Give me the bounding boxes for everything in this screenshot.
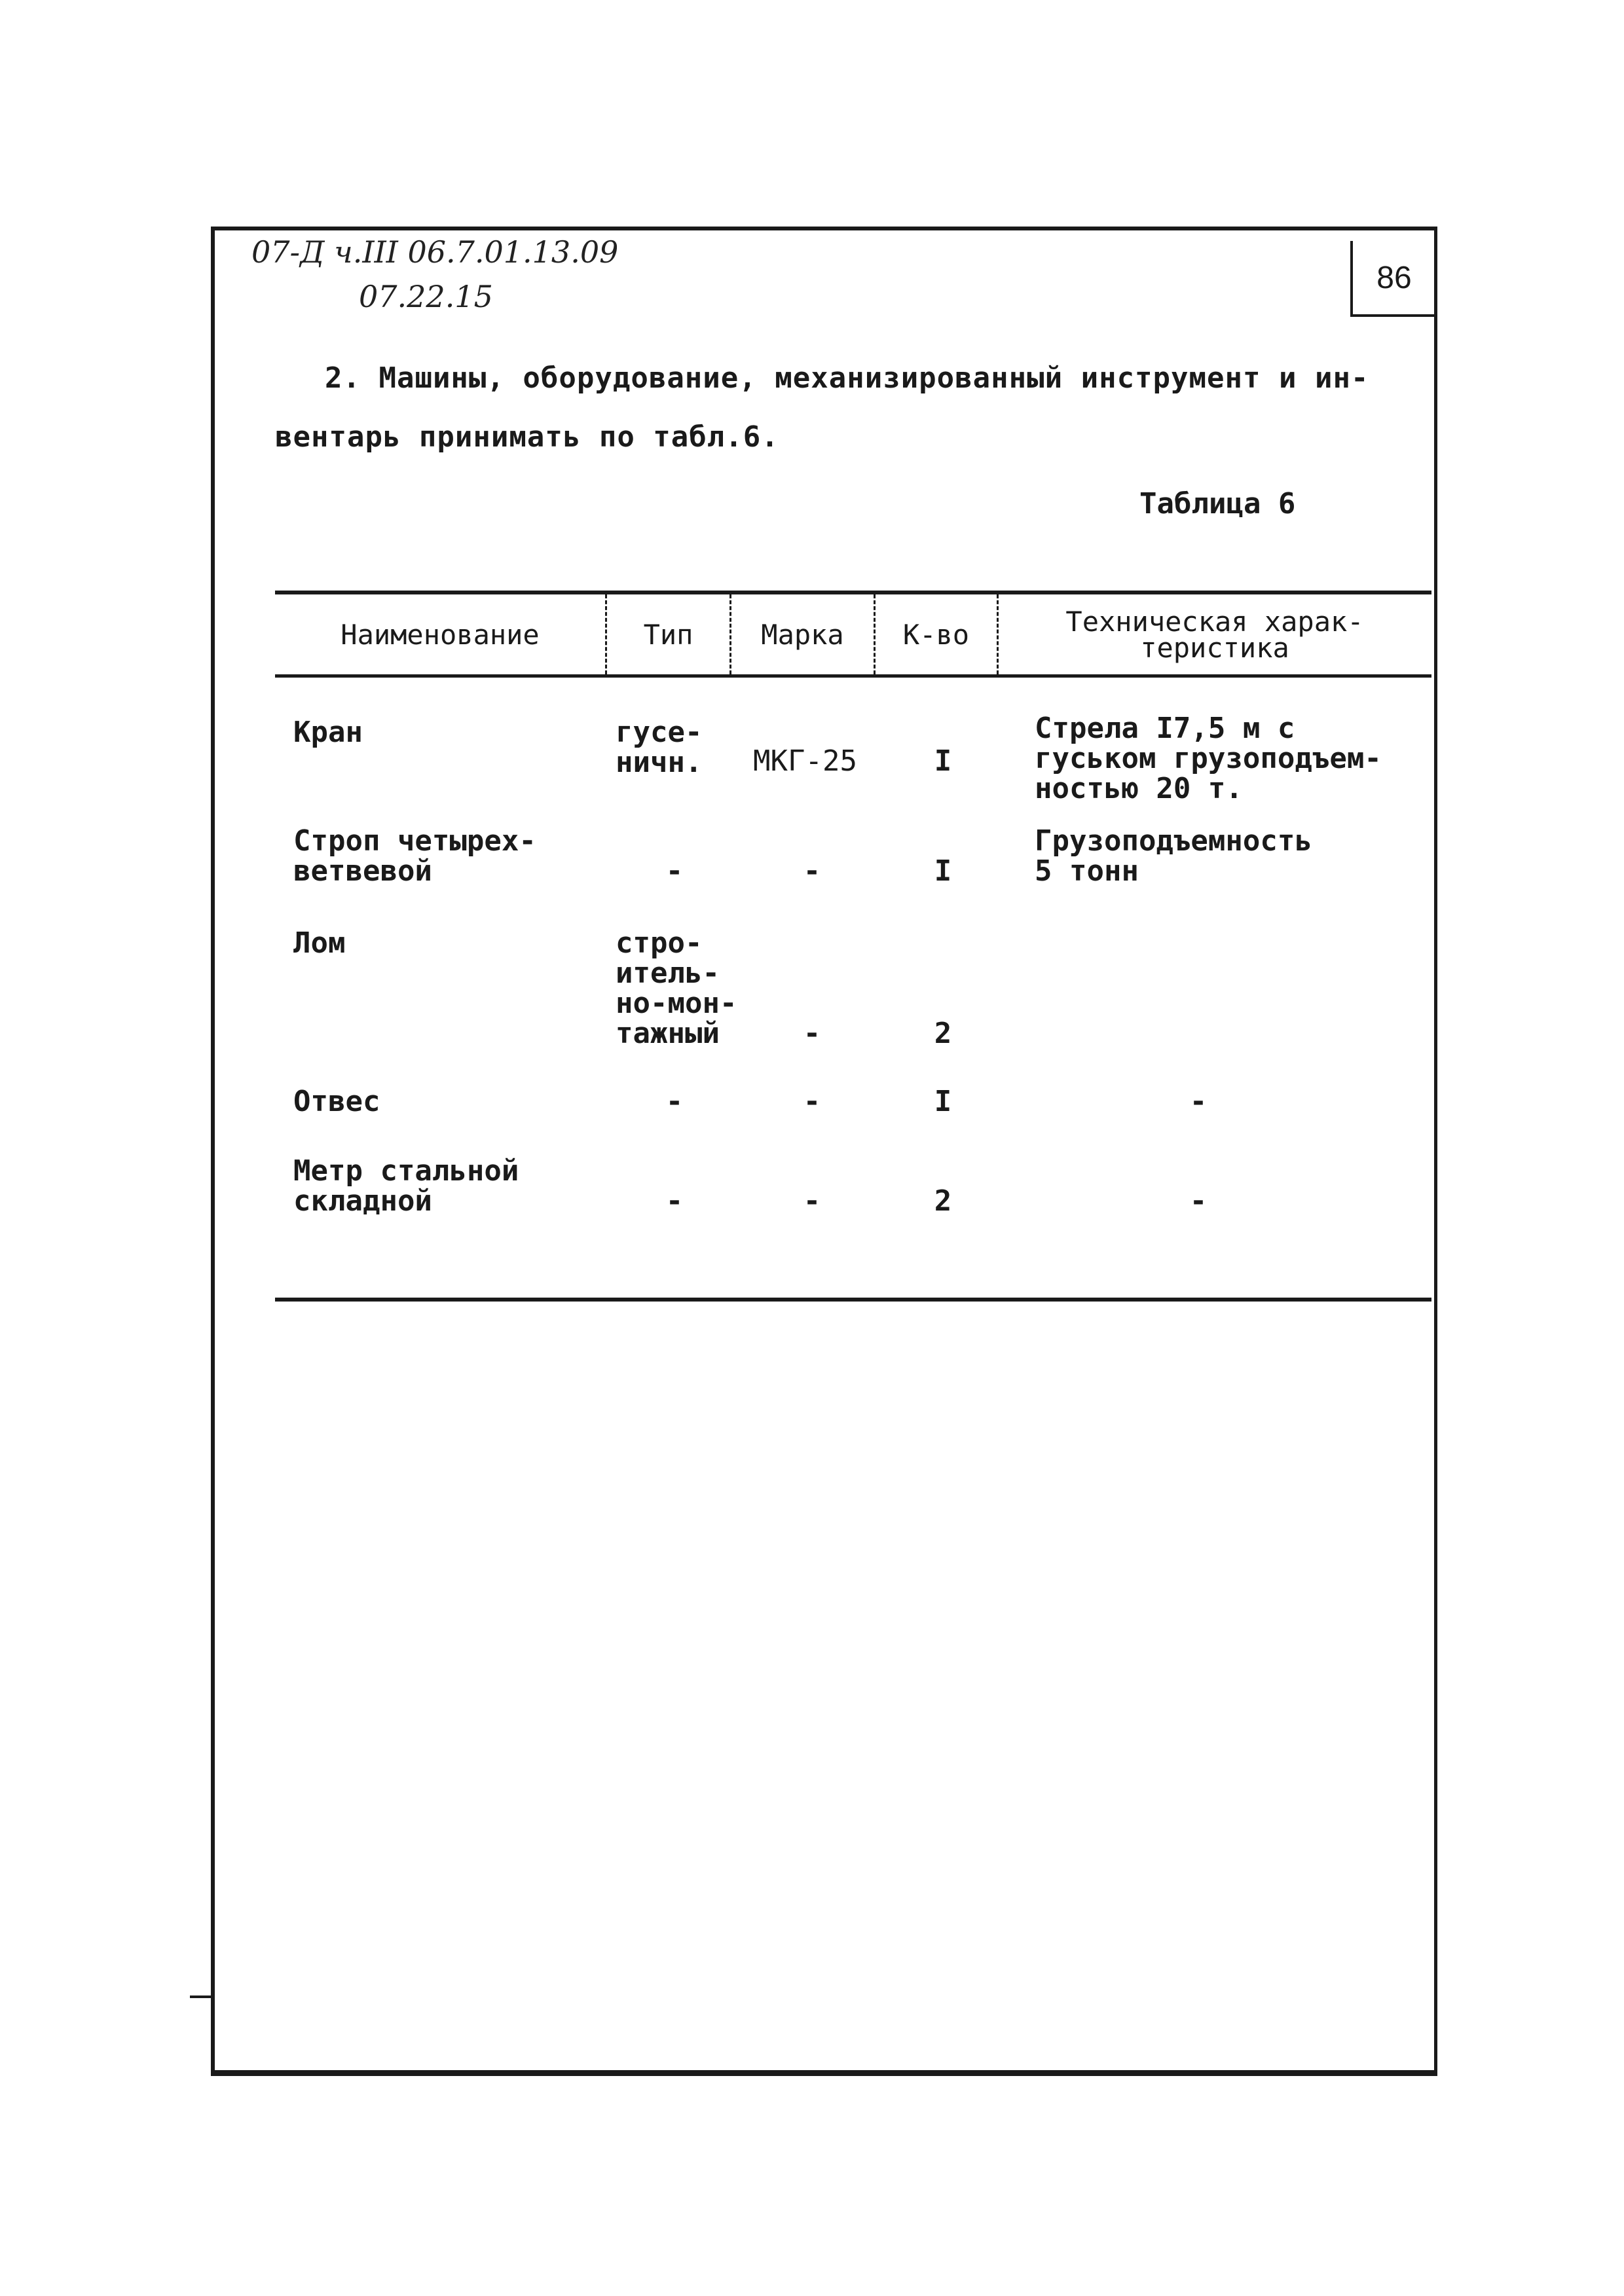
row-1-type: гусе- ничн.	[616, 716, 703, 779]
row-4-spec: -	[1189, 1085, 1208, 1118]
row-2-spec: Грузоподъемность 5 тонн	[1035, 824, 1312, 888]
row-2-brand: -	[803, 854, 821, 888]
column-header-name: Наименование	[341, 619, 540, 651]
row-2-type: -	[665, 854, 684, 888]
row-5-spec: -	[1189, 1184, 1208, 1218]
table-bottom-rule	[275, 1298, 1431, 1302]
row-4-type: -	[665, 1085, 684, 1118]
table-title: Таблица 6	[1139, 487, 1296, 520]
page-number: 86	[1350, 241, 1435, 317]
margin-tick	[190, 1995, 212, 1998]
row-2-name: Строп четырех- ветвевой	[293, 824, 536, 888]
column-header-spec: Техническая харак- теристика	[1065, 606, 1364, 664]
row-5-type: -	[665, 1184, 684, 1218]
row-1-qty: I	[934, 744, 952, 778]
row-4-qty: I	[934, 1085, 952, 1118]
column-header-brand: Марка	[761, 619, 844, 651]
row-5-qty: 2	[934, 1184, 952, 1218]
row-4-brand: -	[803, 1085, 821, 1118]
row-4-name: Отвес	[293, 1085, 380, 1118]
row-5-name: Метр стальной складной	[293, 1154, 519, 1218]
row-3-name: Лом	[293, 926, 346, 960]
row-1-brand: МКГ-25	[753, 744, 857, 778]
row-1-spec: Стрела I7,5 м с гуськом грузоподъем- ностью 20 т.	[1035, 712, 1382, 805]
column-header-type: Тип	[643, 619, 693, 651]
row-1-name: Кран	[293, 716, 363, 749]
column-header-qty: К-во	[902, 619, 970, 651]
row-2-qty: I	[934, 854, 952, 888]
row-5-brand: -	[803, 1184, 821, 1218]
doc-code-line-2: 07.22.15	[359, 279, 493, 314]
row-3-type: стро- итель- но-мон- тажный	[616, 926, 737, 1050]
row-3-brand: -	[803, 1017, 821, 1050]
paragraph-line-1: 2. Машины, оборудование, механизированный инструмент и ин-	[325, 361, 1369, 395]
table-header-rule	[275, 674, 1431, 678]
table-top-rule	[275, 591, 1431, 594]
row-3-qty: 2	[934, 1017, 952, 1050]
doc-code-line-1: 07-Д ч.III 06.7.01.13.09	[251, 234, 619, 270]
paragraph-line-2: вентарь принимать по табл.6.	[275, 420, 779, 454]
